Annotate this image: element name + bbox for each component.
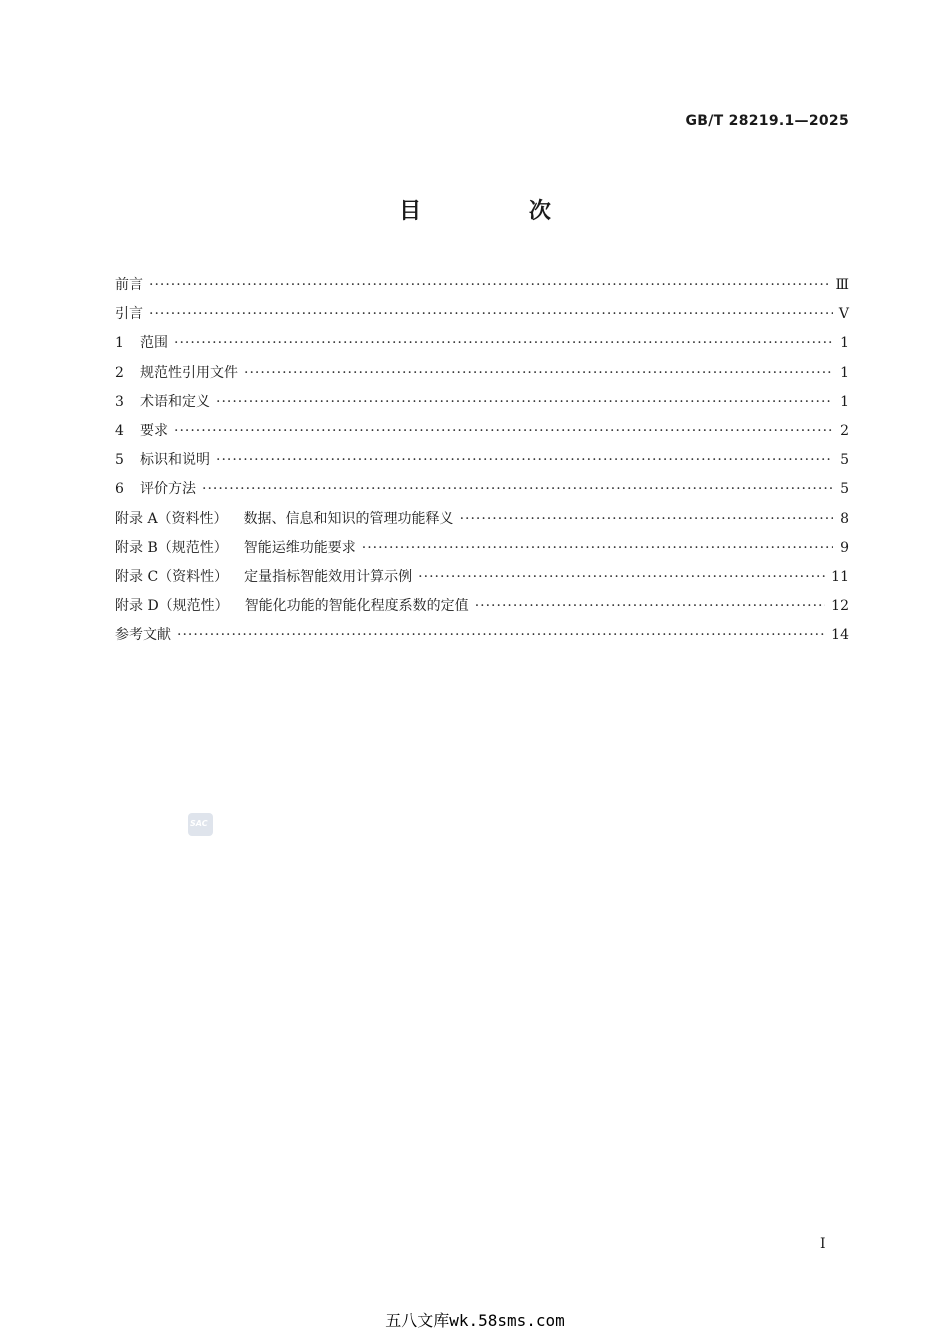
sac-logo-icon bbox=[188, 813, 213, 836]
toc-entry[interactable] bbox=[115, 595, 849, 624]
toc-entry[interactable] bbox=[115, 537, 849, 566]
toc-dot-leader bbox=[174, 335, 833, 351]
toc-entry-label: 标识和说明 bbox=[140, 452, 210, 469]
toc-entry-annex: 附录 B（规范性） bbox=[115, 539, 228, 556]
toc-entry-label: 术语和定义 bbox=[140, 393, 210, 410]
toc-dot-leader bbox=[216, 394, 833, 410]
toc-entry[interactable] bbox=[115, 303, 849, 332]
toc-dot-leader bbox=[177, 627, 825, 643]
toc-dot-leader bbox=[418, 569, 825, 585]
standard-number: GB/T 28219.1—2025 bbox=[685, 113, 849, 129]
toc-entry[interactable] bbox=[115, 391, 849, 420]
toc-entry-label: 智能化功能的智能化程度系数的定值 bbox=[244, 598, 469, 615]
toc-entry-label: 评价方法 bbox=[140, 481, 196, 498]
toc-entry-page: 5 bbox=[840, 481, 849, 498]
toc-title: 目 次 bbox=[399, 199, 601, 224]
toc-entry-page: 14 bbox=[831, 627, 849, 644]
toc-entry-annex: 附录 C（资料性） bbox=[115, 568, 229, 585]
toc-entry-annex: 附录 A（资料性） bbox=[115, 510, 228, 527]
toc-entry-label: 参考文献 bbox=[115, 627, 171, 644]
toc-entry-label: 定量指标智能效用计算示例 bbox=[244, 568, 413, 585]
toc-entry[interactable] bbox=[115, 449, 849, 478]
toc-entry[interactable] bbox=[115, 274, 849, 303]
page-number: I bbox=[820, 1236, 826, 1252]
toc-dot-leader bbox=[362, 540, 833, 556]
toc-entry-page: 1 bbox=[840, 364, 849, 381]
toc-entry[interactable] bbox=[115, 362, 849, 391]
toc-dot-leader bbox=[216, 452, 833, 468]
toc-entry-page: 8 bbox=[840, 510, 849, 527]
toc-entry-number: 5 bbox=[115, 452, 124, 469]
toc-dot-leader bbox=[174, 423, 833, 439]
footer-site-text: 五八文库wk.58sms.com bbox=[385, 1311, 565, 1330]
toc-entry[interactable] bbox=[115, 624, 849, 653]
toc-entry-label: 范围 bbox=[140, 335, 168, 352]
toc-entry[interactable] bbox=[115, 566, 849, 595]
toc-entry-number: 6 bbox=[115, 481, 124, 498]
toc-entry[interactable] bbox=[115, 420, 849, 449]
toc-entry-page: Ⅲ bbox=[835, 277, 849, 293]
toc-entry[interactable] bbox=[115, 332, 849, 361]
toc-entry-page: Ⅴ bbox=[838, 306, 849, 323]
toc-entry-page: 1 bbox=[840, 335, 849, 352]
table-of-contents bbox=[115, 274, 849, 653]
toc-entry[interactable] bbox=[115, 478, 849, 507]
toc-entry-page: 2 bbox=[840, 422, 849, 439]
toc-entry[interactable] bbox=[115, 508, 849, 537]
toc-entry-label: 智能运维功能要求 bbox=[243, 539, 356, 556]
toc-dot-leader bbox=[244, 365, 833, 381]
toc-entry-number: 2 bbox=[115, 364, 124, 381]
toc-entry-label: 规范性引用文件 bbox=[140, 364, 238, 381]
sac-logo-text: SAC bbox=[190, 819, 208, 828]
toc-entry-page: 1 bbox=[840, 393, 849, 410]
toc-entry-page: 9 bbox=[840, 539, 849, 556]
toc-entry-label: 引言 bbox=[115, 306, 143, 323]
toc-entry-page: 12 bbox=[831, 598, 849, 615]
toc-entry-page: 5 bbox=[840, 452, 849, 469]
toc-dot-leader bbox=[475, 598, 825, 614]
toc-entry-number: 3 bbox=[115, 393, 124, 410]
toc-entry-number: 4 bbox=[115, 422, 124, 439]
toc-dot-leader bbox=[202, 481, 833, 497]
toc-entry-label: 要求 bbox=[140, 422, 168, 439]
toc-entry-annex: 附录 D（规范性） bbox=[115, 598, 229, 615]
toc-dot-leader bbox=[460, 511, 833, 527]
toc-entry-label: 前言 bbox=[115, 277, 143, 293]
toc-entry-page: 11 bbox=[831, 568, 849, 585]
toc-entry-number: 1 bbox=[115, 335, 124, 352]
toc-dot-leader bbox=[149, 277, 829, 293]
toc-entry-label: 数据、信息和知识的管理功能释义 bbox=[243, 510, 454, 527]
toc-dot-leader bbox=[149, 306, 833, 322]
